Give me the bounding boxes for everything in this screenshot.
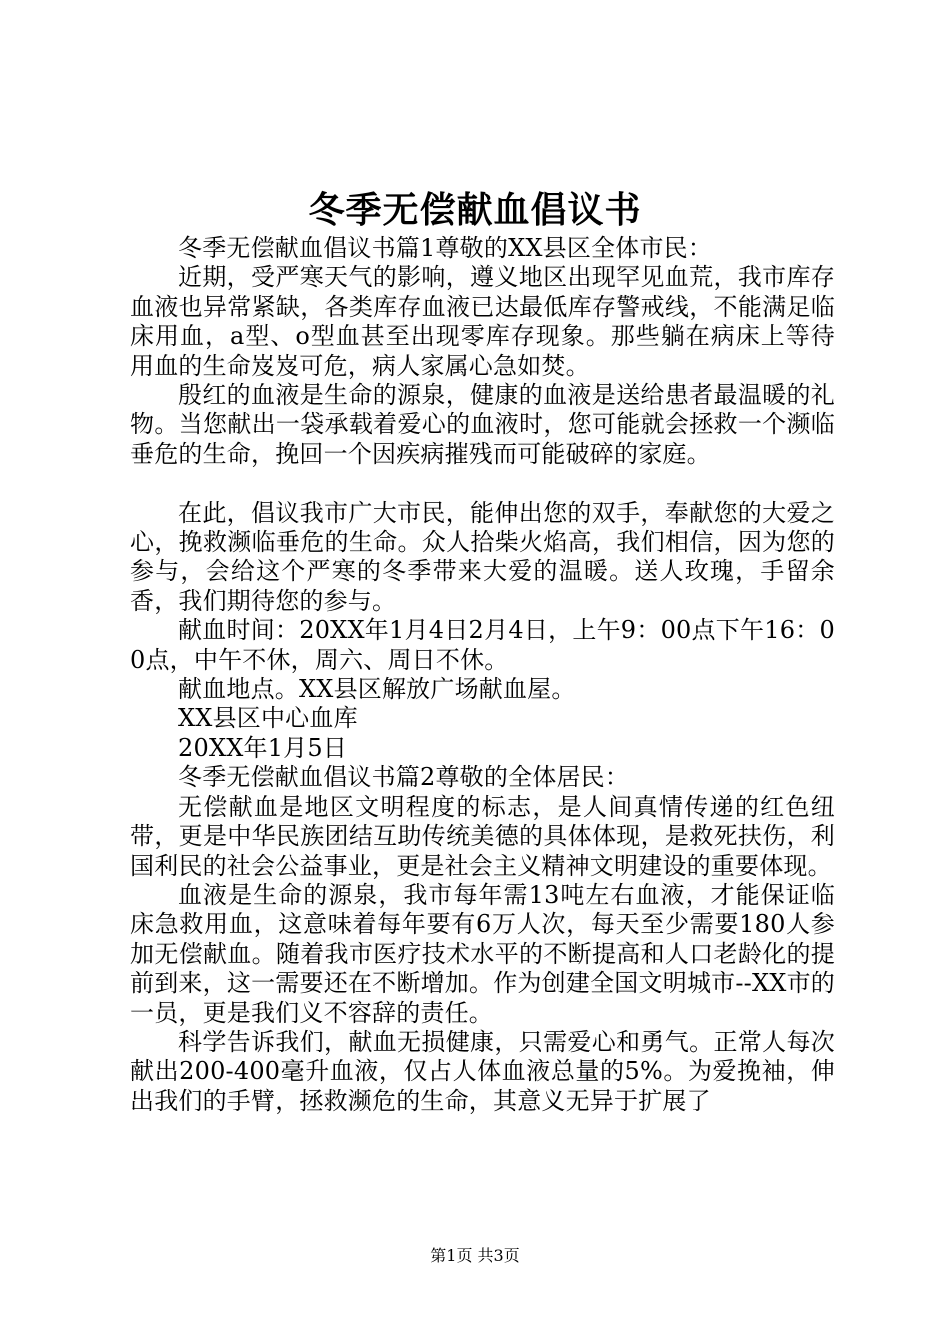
- paragraph-spacer: [130, 469, 835, 498]
- paragraph-donation-time: 献血时间：20XX年1月4日2月4日，上午9：00点下午16：00点，中午不休，周六、周日不休。: [130, 616, 835, 674]
- paragraph-signature-org: XX县区中心血库: [178, 704, 358, 733]
- paragraph-salutation-1: 冬季无偿献血倡议书篇1尊敬的XX县区全体市民：: [178, 234, 713, 262]
- paragraph-science: 科学告诉我们，献血无损健康，只需爱心和勇气。正常人每次献出200-400毫升血液，仅占人体血液总量的5%。为爱挽袖，伸出我们的手臂，拯救濒危的生命，其意义无异于扩展了: [130, 1027, 835, 1115]
- document-body: [130, 234, 835, 1116]
- page-footer: 第1页 共3页: [430, 1246, 520, 1265]
- paragraph-civilization: 无偿献血是地区文明程度的标志，是人间真情传递的红色纽带，更是中华民族团结互助传统美德的具体体现，是救死扶伤，利国利民的社会公益事业，更是社会主义精神文明建设的重要体现。: [130, 792, 835, 880]
- paragraph-appeal: 在此，倡议我市广大市民，能伸出您的双手，奉献您的大爱之心，挽救濒临垂危的生命。众人拾柴火焰高，我们相信，因为您的参与，会给这个严寒的冬季带来大爱的温暖。送人玫瑰，手留余香，我们期待您的参与。: [130, 498, 835, 615]
- paragraph-salutation-2: 冬季无偿献血倡议书篇2尊敬的全体居民：: [178, 763, 630, 792]
- paragraph-blood-source: 殷红的血液是生命的源泉，健康的血液是送给患者最温暖的礼物。当您献出一袋承载着爱心的血液时，您可能就会拯救一个濒临垂危的生命，挽回一个因疾病摧残而可能破碎的家庭。: [130, 381, 835, 468]
- paragraph-blood-shortage: 近期，受严寒天气的影响，遵义地区出现罕见血荒，我市库存血液也异常紧缺，各类库存血液已达最低库存警戒线，不能满足临床用血，a型、o型血甚至出现零库存现象。那些躺在病床上等待用血的生命岌岌可危，病人家属心急如焚。: [130, 263, 835, 380]
- paragraph-signature-date: 20XX年1月5日: [178, 733, 348, 762]
- document-title: 冬季无偿献血倡议书: [308, 189, 642, 231]
- paragraph-blood-demand: 血液是生命的源泉，我市每年需13吨左右血液，才能保证临床急救用血，这意味着每年要有6万人次，每天至少需要180人参加无偿献血。随着我市医疗技术水平的不断提高和人口老龄化的提前到来，这一需要还在不断增加。作为创建全国文明城市--XX市的一员，更是我们义不容辞的责任。: [130, 880, 835, 1027]
- paragraph-donation-place: 献血地点。XX县区解放广场献血屋。: [178, 675, 576, 704]
